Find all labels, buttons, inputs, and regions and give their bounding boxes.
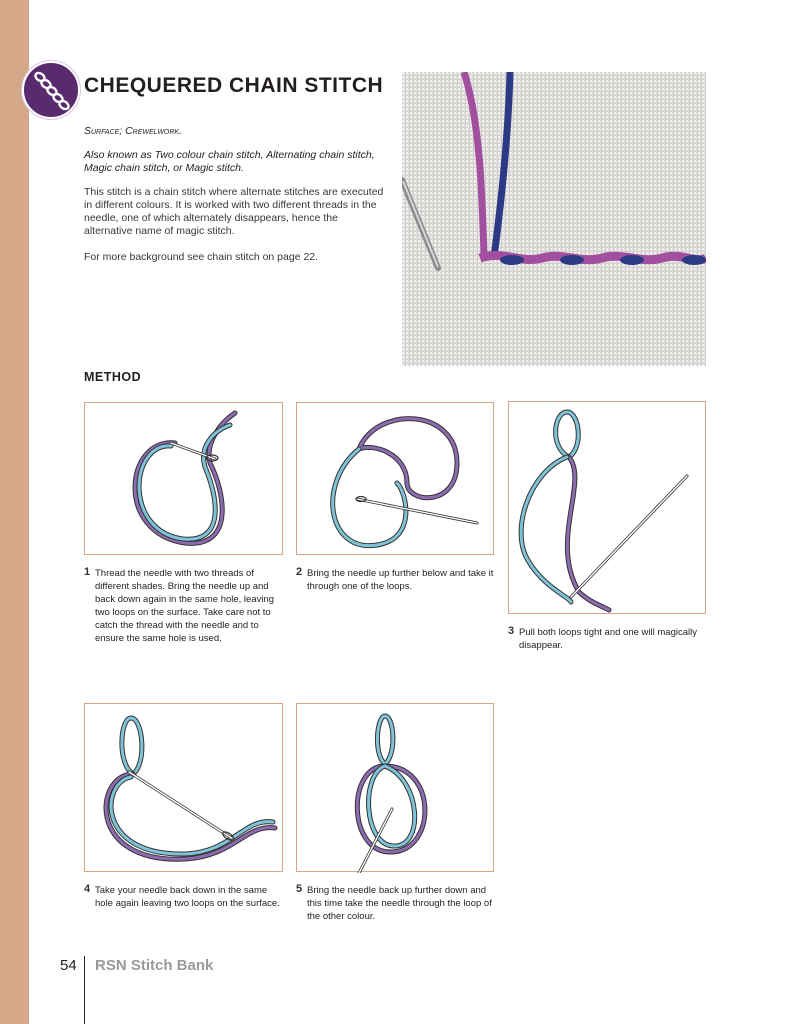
- side-color-band: [0, 0, 29, 1024]
- stitch-photo: [402, 72, 706, 366]
- step-1-illustration: [84, 402, 283, 555]
- page-title: CHEQUERED CHAIN STITCH: [84, 74, 384, 97]
- step-3-number: 3: [508, 625, 515, 637]
- page-number: 54: [60, 957, 77, 974]
- step-2-illustration: [296, 402, 494, 555]
- footer-divider: [84, 956, 85, 1024]
- step-4-illustration: [84, 703, 283, 872]
- stitch-category: Surface; Crewelwork.: [84, 125, 183, 137]
- step-4-number: 4: [84, 883, 91, 895]
- step-3-illustration: [508, 401, 706, 614]
- step-2-caption: [296, 567, 496, 593]
- step-4-text: Take your needle back down in the same hole again leaving two loops on the surface.: [95, 885, 280, 909]
- step-5-number: 5: [296, 883, 303, 895]
- step-3-caption: [508, 626, 708, 652]
- step-5-caption: [296, 884, 496, 923]
- book-title: RSN Stitch Bank: [95, 957, 214, 974]
- step-2-number: 2: [296, 566, 303, 578]
- also-known-as: Also known as Two colour chain stitch, Alternating chain stitch, Magic chain stitch, or Magic stitch.: [84, 149, 375, 174]
- step-5-text: Bring the needle back up further down and this time take the needle through the loop of the other colour.: [307, 885, 492, 922]
- background-reference: For more background see chain stitch on page 22.: [84, 251, 319, 263]
- step-1-number: 1: [84, 566, 91, 578]
- step-5-illustration: [296, 703, 494, 872]
- step-2-text: Bring the needle up further below and take it through one of the loops.: [307, 568, 494, 592]
- step-1-text: Thread the needle with two threads of different shades. Bring the needle up and back down again in the same hole, leaving two loops on the surface. Take care not to catch the thread with the needle and to ensure the same hole is used.: [95, 568, 275, 644]
- chain-stitch-badge-icon: [22, 61, 80, 119]
- step-4-caption: [84, 884, 284, 910]
- step-3-text: Pull both loops tight and one will magically disappear.: [519, 627, 697, 651]
- step-1-caption: [84, 567, 284, 645]
- stitch-description: This stitch is a chain stitch where alternate stitches are executed in different colours. It is worked with two different threads in the needle, one of which alternately disappears, hence the alternative name of magic stitch.: [84, 186, 384, 237]
- method-heading: METHOD: [84, 370, 142, 384]
